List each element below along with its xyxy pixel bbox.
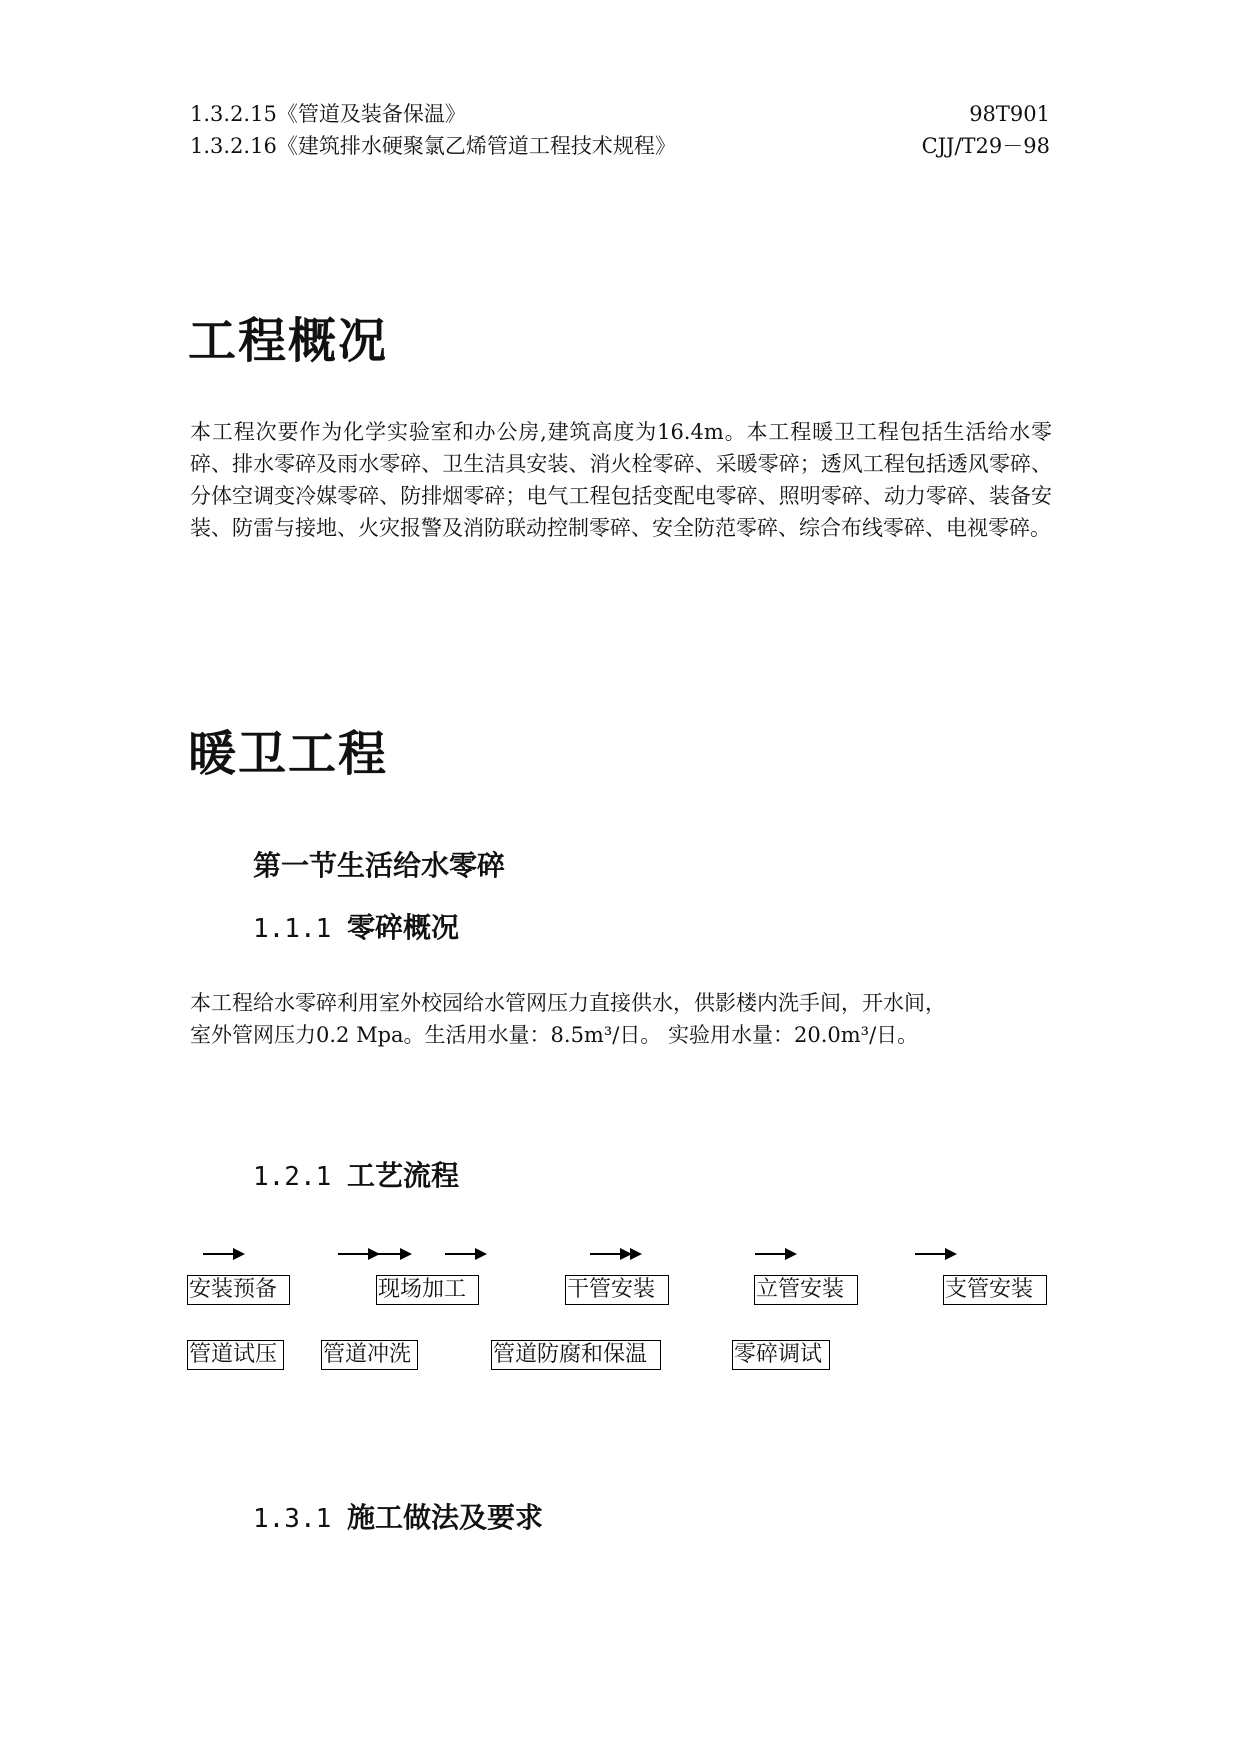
flow-step: 现场加工	[376, 1275, 479, 1305]
flow-step: 管道试压	[187, 1340, 284, 1370]
heading-1-3-1	[253, 1500, 543, 1537]
heading-text: 工艺流程	[347, 1159, 460, 1192]
subsection-title: 第一节生活给水零碎	[253, 849, 506, 882]
flow-arrow-icon	[608, 1248, 642, 1260]
reference-code: 98T901	[969, 102, 1050, 126]
flow-step: 干管安装	[565, 1275, 669, 1305]
flow-arrow-icon	[755, 1248, 797, 1260]
water-supply-paragraph	[190, 987, 1052, 1051]
flow-step: 立管安装	[754, 1275, 858, 1305]
heading-1-2-1	[253, 1158, 459, 1195]
heading-text: 施工做法及要求	[347, 1501, 544, 1534]
overview-paragraph: 本工程次要作为化学实验室和办公房,建筑高度为16.4m。本工程暖卫工程包括生活给水零碎、排水零碎及雨水零碎、卫生洁具安装、消火栓零碎、采暖零碎；透风工程包括透风零碎、分体空调变冷媒零碎、防排烟零碎；电气工程包括变配电零碎、照明零碎、动力零碎、装备安装、防雷与接地、火灾报警及消防联动控制零碎、安全防范零碎、综合布线零碎、电视零碎。	[190, 420, 1052, 540]
heading-1-1-1	[253, 910, 459, 947]
heading-hvac: 暖卫工程	[188, 726, 389, 782]
heading-project-overview: 工程概况	[188, 313, 389, 369]
reference-title: 1.3.2.15《管道及装备保温》	[190, 102, 466, 126]
flow-step: 安装预备	[187, 1275, 290, 1305]
flow-arrow-icon	[203, 1248, 245, 1260]
flow-arrow-icon	[915, 1248, 957, 1260]
heading-number: 1.3.1	[253, 1504, 332, 1534]
heading-text: 零碎概况	[347, 911, 460, 944]
flow-step: 管道冲洗	[321, 1340, 418, 1370]
flow-arrow-icon	[445, 1248, 487, 1260]
flow-step: 管道防腐和保温	[491, 1340, 661, 1370]
water-para-line-1: 本工程给水零碎利用室外校园给水管网压力直接供水，供影楼内洗手间，开水间，	[190, 991, 946, 1015]
reference-title: 1.3.2.16《建筑排水硬聚氯乙烯管道工程技术规程》	[190, 134, 676, 158]
heading-number: 1.1.1	[253, 914, 332, 944]
flow-step: 支管安装	[943, 1275, 1047, 1305]
heading-number: 1.2.1	[253, 1162, 332, 1192]
flow-arrow-icon	[370, 1248, 412, 1260]
reference-code: CJJ/T29－98	[921, 134, 1050, 158]
water-para-line-2: 室外管网压力0.2 Mpa。生活用水量：8.5m³/日。 实验用水量：20.0m³/日。	[190, 1023, 919, 1047]
flow-step: 零碎调试	[732, 1340, 830, 1370]
